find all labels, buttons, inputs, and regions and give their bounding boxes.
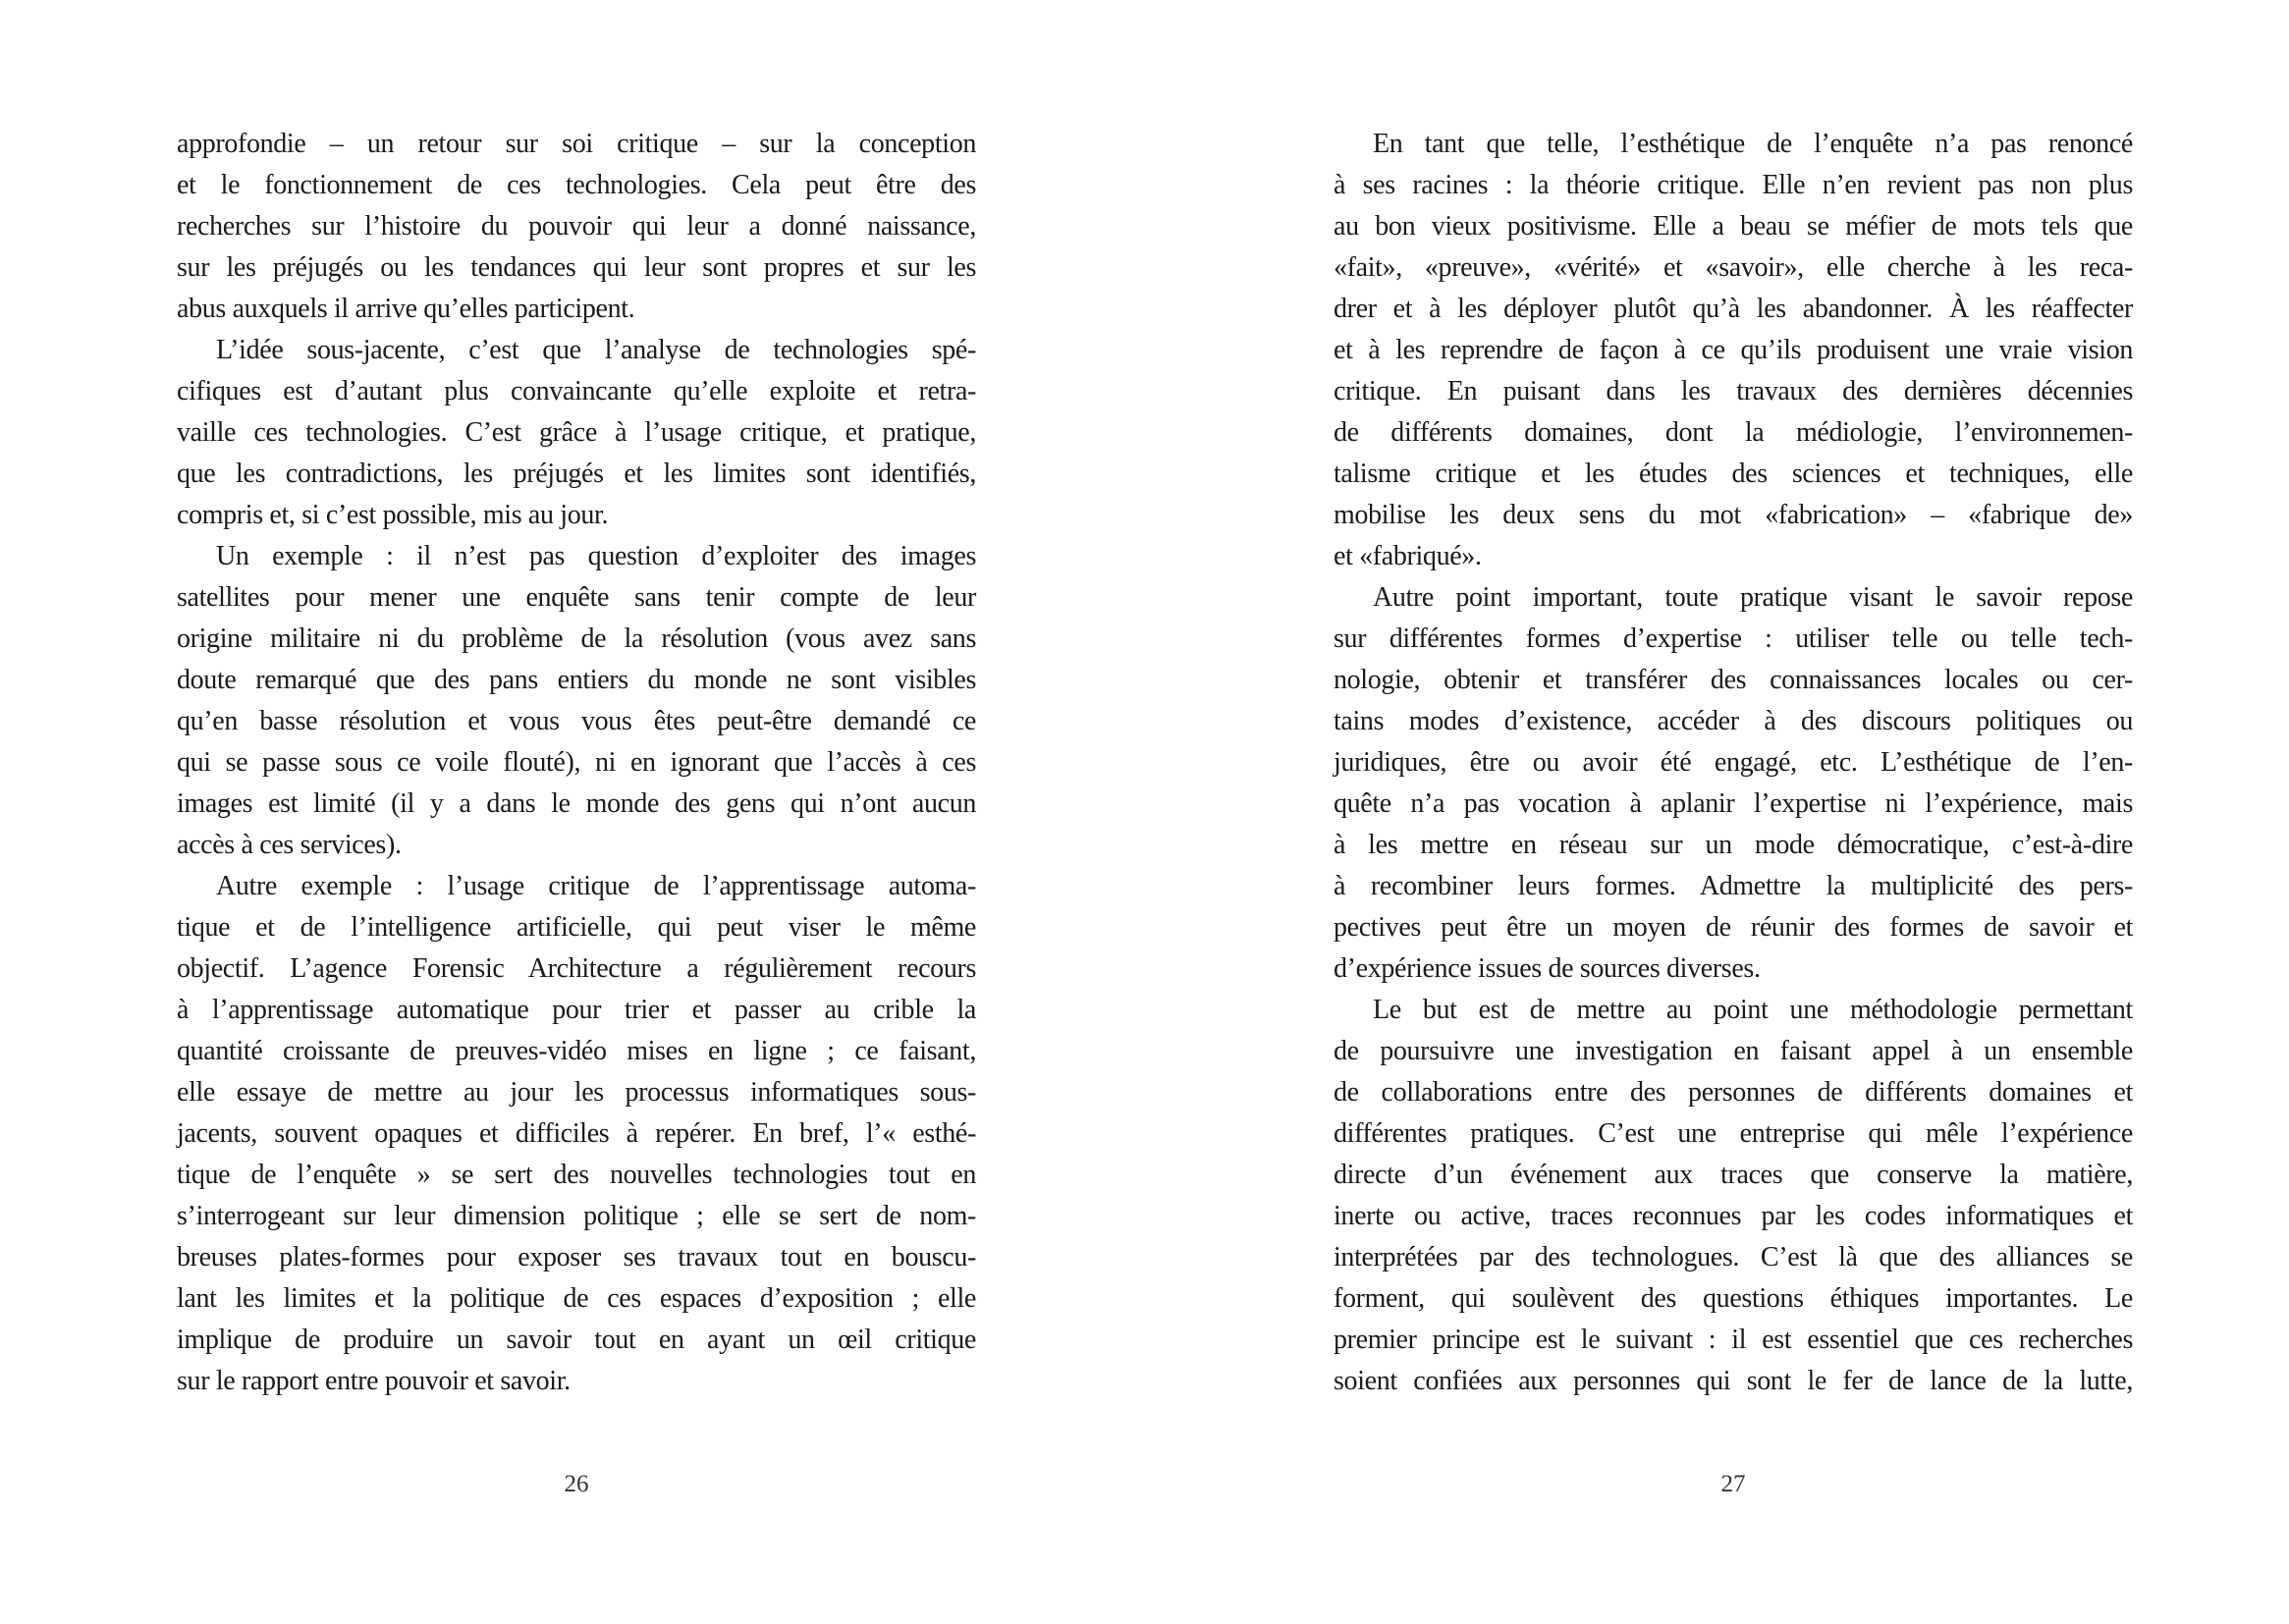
text-line: L’idée sous-jacente, c’est que l’analyse de technologies spé- [216, 335, 976, 365]
text-line: et à les reprendre de façon à ce qu’ils produisent une vraie vision [1334, 335, 2133, 365]
paragraph [177, 866, 976, 1402]
text-line: de poursuivre une investigation en faisant appel à un ensemble [1334, 1036, 2133, 1066]
left-page [177, 0, 976, 1624]
text-line: à les mettre en réseau sur un mode démocratique, c’est-à-dire [1334, 830, 2133, 860]
text-line: nologie, obtenir et transférer des connaissances locales ou cer- [1334, 665, 2133, 695]
text-line: sur le rapport entre pouvoir et savoir. [177, 1366, 571, 1396]
text-line: En tant que telle, l’esthétique de l’enquête n’a pas renoncé [1373, 129, 2133, 159]
text-line: accès à ces services). [177, 830, 402, 860]
text-line: compris et, si c’est possible, mis au jour. [177, 500, 609, 530]
text-line: objectif. L’agence Forensic Architecture a régulièrement recours [177, 953, 976, 984]
text-line: d’expérience issues de sources diverses. [1334, 953, 1761, 984]
text-line: breuses plates-formes pour exposer ses travaux tout en bouscu- [177, 1242, 976, 1272]
text-line: elle essaye de mettre au jour les processus informatiques sous- [177, 1077, 976, 1108]
text-line: Un exemple : il n’est pas question d’exploiter des images [216, 541, 976, 571]
text-line: qu’en basse résolution et vous vous êtes peut-être demandé ce [177, 706, 976, 736]
text-line: «fait», «preuve», «vérité» et «savoir», elle cherche à les reca- [1334, 252, 2133, 283]
text-line: satellites pour mener une enquête sans tenir compte de leur [177, 582, 976, 613]
text-line: soient confiées aux personnes qui sont le fer de lance de la lutte, [1334, 1366, 2133, 1396]
text-line: directe d’un événement aux traces que conserve la matière, [1334, 1160, 2133, 1190]
text-line: à recombiner leurs formes. Admettre la multiplicité des pers- [1334, 871, 2133, 901]
text-line: recherches sur l’histoire du pouvoir qui leur a donné naissance, [177, 211, 976, 242]
text-line: origine militaire ni du problème de la résolution (vous avez sans [177, 623, 976, 654]
text-line: forment, qui soulèvent des questions éthiques importantes. Le [1334, 1283, 2133, 1314]
text-line: sur les préjugés ou les tendances qui leur sont propres et sur les [177, 252, 976, 283]
right-page-text [1334, 124, 2133, 1402]
text-line: inerte ou active, traces reconnues par les codes informatiques et [1334, 1201, 2133, 1231]
text-line: s’interrogeant sur leur dimension politique ; elle se sert de nom- [177, 1201, 976, 1231]
text-line: doute remarqué que des pans entiers du monde ne sont visibles [177, 665, 976, 695]
paragraph [177, 536, 976, 866]
text-line: de différents domaines, dont la médiologie, l’environnemen- [1334, 417, 2133, 448]
text-line: tique de l’enquête » se sert des nouvelles technologies tout en [177, 1160, 976, 1190]
text-line: tique et de l’intelligence artificielle, qui peut viser le même [177, 912, 976, 943]
text-line: et «fabriqué». [1334, 541, 1482, 571]
text-line: lant les limites et la politique de ces espaces d’exposition ; elle [177, 1283, 976, 1314]
text-line: cifiques est d’autant plus convaincante qu’elle exploite et retra- [177, 376, 976, 406]
text-line: et le fonctionnement de ces technologies. Cela peut être des [177, 170, 976, 200]
text-line: approfondie – un retour sur soi critique – sur la conception [177, 129, 976, 159]
text-line: de collaborations entre des personnes de différents domaines et [1334, 1077, 2133, 1108]
text-line: au bon vieux positivisme. Elle a beau se méfier de mots tels que [1334, 211, 2133, 242]
paragraph [177, 124, 976, 330]
text-line: critique. En puisant dans les travaux des dernières décennies [1334, 376, 2133, 406]
text-line: juridiques, être ou avoir été engagé, etc. L’esthétique de l’en- [1334, 747, 2133, 778]
paragraph [1334, 990, 2133, 1402]
paragraph [177, 330, 976, 536]
right-page [1334, 0, 2133, 1624]
text-line: Le but est de mettre au point une méthodologie permettant [1373, 995, 2133, 1025]
text-line: vaille ces technologies. C’est grâce à l’usage critique, et pratique, [177, 417, 976, 448]
paragraph [1334, 577, 2133, 990]
left-page-text [177, 124, 976, 1402]
text-line: à l’apprentissage automatique pour trier et passer au crible la [177, 995, 976, 1025]
text-line: implique de produire un savoir tout en ayant un œil critique [177, 1325, 976, 1355]
text-line: quantité croissante de preuves-vidéo mises en ligne ; ce faisant, [177, 1036, 976, 1066]
text-line: quête n’a pas vocation à aplanir l’expertise ni l’expérience, mais [1334, 788, 2133, 819]
page-number-right: 27 [1720, 1471, 1746, 1497]
text-line: abus auxquels il arrive qu’elles participent. [177, 294, 635, 324]
text-line: différentes pratiques. C’est une entreprise qui mêle l’expérience [1334, 1118, 2133, 1149]
text-line: tains modes d’existence, accéder à des discours politiques ou [1334, 706, 2133, 736]
text-line: talisme critique et les études des sciences et techniques, elle [1334, 459, 2133, 489]
text-line: images est limité (il y a dans le monde des gens qui n’ont aucun [177, 788, 976, 819]
text-line: Autre exemple : l’usage critique de l’apprentissage automa- [216, 871, 976, 901]
text-line: mobilise les deux sens du mot «fabrication» – «fabrique de» [1334, 500, 2133, 530]
text-line: qui se passe sous ce voile flouté), ni en ignorant que l’accès à ces [177, 747, 976, 778]
text-line: Autre point important, toute pratique visant le savoir repose [1373, 582, 2133, 613]
text-line: jacents, souvent opaques et difficiles à repérer. En bref, l’« esthé- [177, 1118, 976, 1149]
text-line: que les contradictions, les préjugés et les limites sont identifiés, [177, 459, 976, 489]
text-line: sur différentes formes d’expertise : utiliser telle ou telle tech- [1334, 623, 2133, 654]
text-line: drer et à les déployer plutôt qu’à les abandonner. À les réaffecter [1334, 294, 2133, 324]
text-line: à ses racines : la théorie critique. Elle n’en revient pas non plus [1334, 170, 2133, 200]
paragraph [1334, 124, 2133, 577]
text-line: premier principe est le suivant : il est essentiel que ces recherches [1334, 1325, 2133, 1355]
text-line: pectives peut être un moyen de réunir des formes de savoir et [1334, 912, 2133, 943]
text-line: interprétées par des technologues. C’est là que des alliances se [1334, 1242, 2133, 1272]
page-number-left: 26 [564, 1471, 589, 1497]
